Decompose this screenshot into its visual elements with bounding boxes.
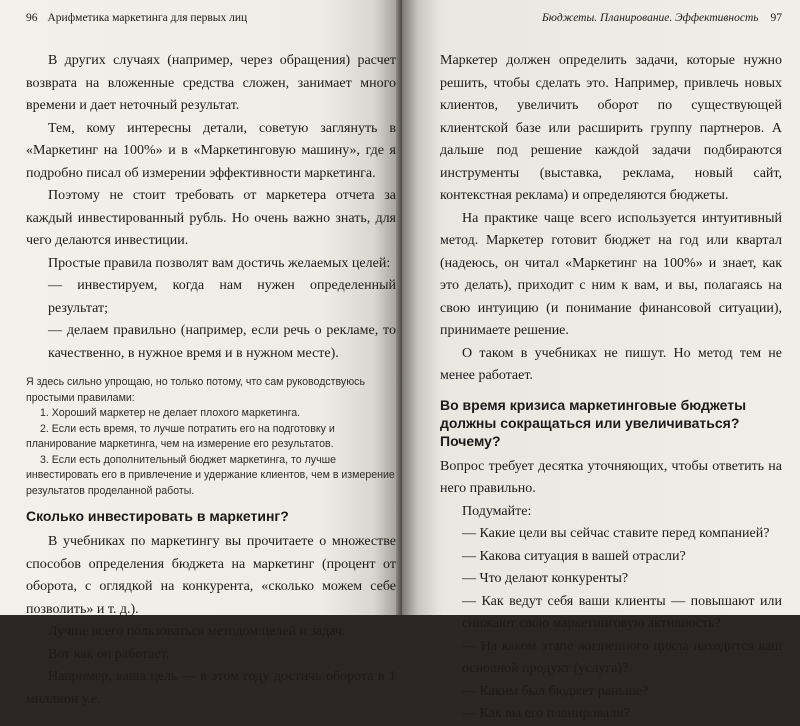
page-number: 97 xyxy=(770,12,782,24)
list-item: — Какова ситуация в вашей отрасли? xyxy=(462,548,686,564)
running-head: Арифметика маркетинга для первых лиц xyxy=(47,12,248,24)
list-item: — Как вы его планировали? xyxy=(462,706,630,721)
paragraph: Поэтому не стоит требовать от маркетера отчета за каждый инвестированный рубль. Но очень важно знать, для чего делаются инвестиции. xyxy=(26,188,396,248)
paragraph: Маркетер должен определить задачи, которые нужно решить, чтобы сделать это. Например, привлечь новых клиентов, увеличить оборот по существующей клиентской базе или расширить группу партнеров. А дальше под решение каждой задачи подбираются инструменты (выставка, реклама, новый сайт, контекстная реклама) и определяются бюджеты. xyxy=(440,53,782,203)
list-item: — Какие цели вы сейчас ставите перед компанией? xyxy=(462,526,770,541)
paragraph: Вот как он работает. xyxy=(48,646,170,662)
list-item: — На каком этапе жизненного цикла находится ваш основной продукт (услуга)? xyxy=(462,638,782,676)
list-item: — делаем правильно (например, если речь о рекламе, то качественно, в нужное время и в нужном месте). xyxy=(48,323,396,361)
list-item: — Как ведут себя ваши клиенты — повышают или снижают свою маркетинговую активность? xyxy=(462,593,782,631)
list-item: — инвестируем, когда нам нужен определенный результат; xyxy=(48,278,396,316)
note-line: 1. Хороший маркетер не делает плохого маркетинга. xyxy=(40,407,301,419)
running-head: Бюджеты. Планирование. Эффективность xyxy=(541,12,759,24)
paragraph: О таком в учебниках не пишут. Но метод тем не менее работает. xyxy=(440,345,782,383)
paragraph: Подумайте: xyxy=(462,503,532,519)
paragraph: Лучше всего пользоваться методом целей и задач. xyxy=(48,624,346,639)
paragraph: Тем, кому интересны детали, советую заглянуть в «Маркетинг на 100%» и в «Маркетинговую машину», где я подробно писал об измерении эффективности маркетинга. xyxy=(26,120,396,181)
note-line: 3. Если есть дополнительный бюджет маркетинга, то лучше инвестировать его в привлечение и удержание клиентов, чем в измерение результатов проделанной работы. xyxy=(26,453,395,497)
paragraph: Например, ваша цель — в этом году достичь оборота в 1 миллион у.е. xyxy=(26,669,396,707)
paragraph: На практике чаще всего используется интуитивный метод. Маркетер готовит бюджет на год или квартал (надеюсь, он читал «Маркетинг на 100%» и знает, как это делать), приходит с ним к вам, и вы, полагаясь на свою интуицию (и понимание финансовой ситуации), принимаете решение. xyxy=(440,210,782,338)
left-page-header xyxy=(26,8,396,28)
left-page xyxy=(0,0,402,707)
section-heading: Сколько инвестировать в маркетинг? xyxy=(26,508,289,524)
right-page-header xyxy=(440,8,782,28)
note-line: 2. Если есть время, то лучше потратить его на подготовку и планирование маркетинга, чем на измерение его результатов. xyxy=(26,422,335,450)
paragraph: В учебниках по маркетингу вы прочитаете о множестве способов определения бюджета на маркетинг (процент от оборота, с оглядкой на конкурента, «сколько можем себе позволить» и т. д.). xyxy=(26,534,396,617)
right-page xyxy=(402,0,800,721)
page-number: 96 xyxy=(26,12,38,24)
paragraph: Простые правила позволят вам достичь желаемых целей: xyxy=(48,255,391,271)
paragraph: В других случаях (например, через обращения) расчет возврата на вложенные средства сложен, занимает много времени и дает неточный результат. xyxy=(26,53,396,113)
paragraph: Вопрос требует десятка уточняющих, чтобы ответить на него правильно. xyxy=(440,458,782,496)
section-heading: Во время кризиса маркетинговые бюджеты должны сокращаться или увеличиваться? Почему? xyxy=(440,396,747,449)
note-line: Я здесь сильно упрощаю, но только потому, что сам руководствуюсь простыми правилами: xyxy=(26,376,365,404)
side-note xyxy=(26,375,396,499)
list-item: — Что делают конкуренты? xyxy=(462,571,629,586)
list-item: — Каким был бюджет раньше? xyxy=(462,683,649,699)
